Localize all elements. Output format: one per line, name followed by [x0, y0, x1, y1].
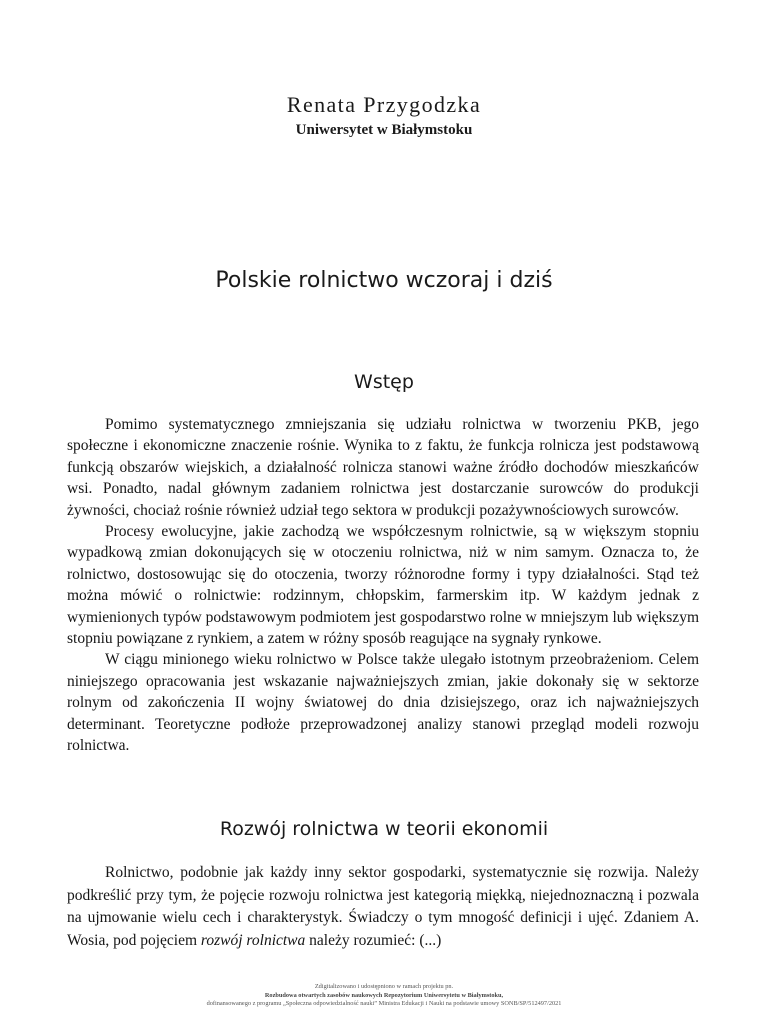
footer-line: Rozbudowa otwartych zasobów naukowych Repozytorium Uniwersytetu w Białymstoku,: [264, 991, 504, 999]
introduction-body: [67, 414, 699, 757]
author-name: Renata Przygodzka: [286, 92, 482, 117]
footer-line: Zdigitalizowano i udostępniono w ramach projektu pn.: [314, 983, 454, 990]
paragraph: Pomimo systematycznego zmniejszania się udziału rolnictwa w tworzeniu PKB, jego społeczne i ekonomiczne znaczenie rośnie. Wynika to z faktu, że funkcja rolnicza jest podstawową funkcją obszarów wiejskich, a działalność rolnicza stanowi ważne źródło dochodów mieszkańców wsi. Ponadto, nadal głównym zadaniem rolnictwa jest dostarczanie surowców do produkcji żywności, chociaż rośnie również udział tego sektora w produkcji pozażywnościowych surowców.: [67, 416, 699, 519]
paragraph: [67, 862, 699, 952]
paragraph-text: Rolnictwo, podobnie jak każdy inny sektor gospodarki, systematycznie się rozwija. Należy podkreślić przy tym, że pojęcie rozwoju rolnictwa jest kategorią miękką, niejednoznaczną i pozwala na ujmowanie wielu cech i charakterystyk. Świadczy o tym mnogość definicji i ujęć. Zdaniem A. Wosia, pod pojęciem: [67, 864, 699, 949]
footer-line: dofinansowanego z programu „Społeczna odpowiedzialność nauki” Ministra Edukacji i Nauki na podstawie umowy SONB/SP/512497/2021: [206, 1000, 562, 1007]
emphasized-term: rozwój rolnictwa: [200, 931, 306, 949]
section-heading-development: Rozwój rolnictwa w teorii ekonomii: [219, 818, 549, 840]
development-body: [67, 862, 699, 952]
paragraph: Procesy ewolucyjne, jakie zachodzą we współczesnym rolnictwie, są w większym stopniu wypadkową zmian dokonujących się w otoczeniu rolnictwa, niż w nim samym. Oznacza to, że rolnictwo, dostosowując się do otoczenia, tworzy różnorodne formy i typy działalności. Stąd też można mówić o rolnictwie: rodzinnym, chłopskim, farmerskim itp. W każdym jednak z wymienionych typów podstawowym podmiotem jest gospodarstwo rolne w mniejszym lub większym stopniu powiązane z rynkiem, a zatem w różny sposób reagujące na sygnały rynkowe.: [67, 523, 699, 648]
digitization-footer: [0, 983, 768, 1009]
author-affiliation: Uniwersytet w Białymstoku: [295, 122, 473, 138]
paragraph-text: należy rozumieć: (...): [305, 931, 442, 949]
paragraph: W ciągu minionego wieku rolnictwo w Polsce także ulegało istotnym przeobrażeniom. Celem niniejszego opracowania jest wskazanie najważniejszych zmian, jakie dokonały się w sektorze rolnym od zakończenia II wojny światowej do dnia dzisiejszego, oraz ich najważniejszych determinant. Teoretyczne podłoże przeprowadzonej analizy stanowi przegląd modeli rozwoju rolnictwa.: [67, 651, 699, 755]
article-title: Polskie rolnictwo wczoraj i dziś: [215, 268, 553, 293]
section-heading-introduction: Wstęp: [354, 371, 414, 393]
